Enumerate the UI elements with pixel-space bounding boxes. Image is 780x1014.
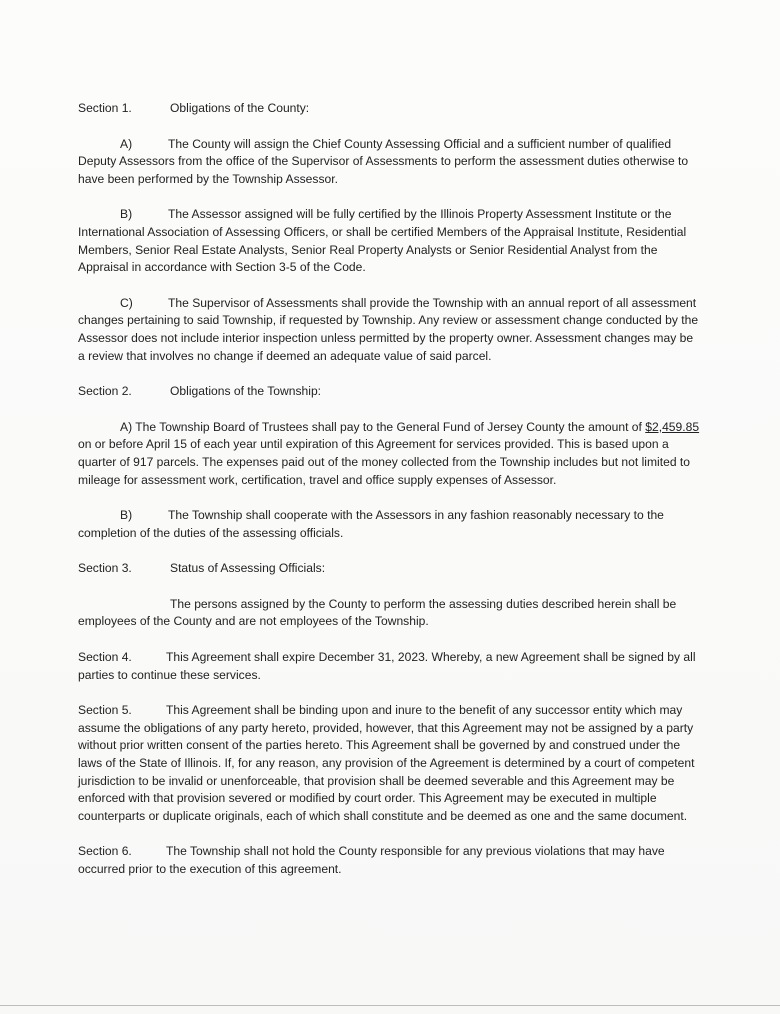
section-2-heading (78, 383, 702, 401)
section-2-number: Section 2. (78, 384, 132, 399)
section-2-b-text: The Township shall cooperate with the Assessors in any fashion reasonably necessary to the completion of the duties of the assessing officials. (78, 508, 664, 540)
section-1-heading (78, 100, 702, 118)
agreement-body (78, 100, 702, 879)
section-4-number: Section 4. (78, 650, 132, 665)
section-1-title: Obligations of the County: (170, 101, 310, 115)
section-5-number: Section 5. (78, 703, 132, 718)
section-1-b-label: B) (120, 207, 133, 222)
section-2-a-prefix: A) The Township Board of Trustees shall pay to the General Fund of Jersey County the amount of (120, 419, 642, 434)
section-6-text: The Township shall not hold the County responsible for any previous violations that may have occurred prior to the execution of this agreement. (78, 844, 665, 876)
section-3-heading (78, 560, 702, 578)
section-1-a-text: The County will assign the Chief County Assessing Official and a sufficient number of qualified Deputy Assessors from the office of the Supervisor of Assessments to perform the assessment duties otherwise to have been performed by the Township Assessor. (78, 136, 689, 186)
section-4-text: This Agreement shall expire December 31, 2023. Whereby, a new Agreement shall be signed by all parties to continue these services. (78, 650, 696, 682)
section-1-c-paragraph (78, 295, 702, 365)
section-1-a-paragraph (78, 136, 702, 189)
section-1-b-paragraph (78, 206, 702, 276)
section-6-number: Section 6. (78, 844, 132, 859)
section-5-paragraph (78, 702, 702, 825)
section-1-c-label: C) (120, 295, 133, 310)
section-3-paragraph: The persons assigned by the County to perform the assessing duties described herein shall be employees of the County and are not employees of the Township. (78, 596, 677, 629)
section-2-b-paragraph (78, 507, 702, 542)
page-bottom-edge (0, 1005, 780, 1006)
payment-amount: $2,459.85 (645, 419, 700, 434)
section-2-title: Obligations of the Township: (170, 384, 322, 399)
section-2-a-rest: on or before April 15 of each year until expiration of this Agreement for services provided. This is based upon a quarter of 917 parcels. The expenses paid out of the money collected from the Township includes but not limited to mileage for assessment work, certification, travel and office supply expenses of Assessor. (78, 437, 690, 487)
section-5-text: This Agreement shall be binding upon and inure to the benefit of any successor entity which may assume the obligations of any party hereto, provided, however, that this Agreement may not be assigned by a party without prior written consent of the parties hereto. This Agreement shall be governed by and construed under the laws of the State of Illinois. If, for any reason, any provision of the Agreement is determined by a court of competent jurisdiction to be invalid or unenforceable, that provision shall be deemed severable and this Agreement may be enforced with that provision severed or modified by court order. This Agreement may be executed in multiple counterparts or duplicate originals, each of which shall constitute and be deemed as one and the same document. (78, 703, 695, 823)
section-4-paragraph (78, 649, 702, 684)
section-3-title: Status of Assessing Officials: (170, 561, 326, 576)
section-6-paragraph (78, 843, 702, 878)
section-1-number: Section 1. (78, 101, 132, 115)
section-1-a-label: A) (120, 136, 133, 151)
section-2-a-paragraph (78, 419, 702, 489)
section-2-b-label: B) (120, 508, 133, 523)
section-3-number: Section 3. (78, 561, 132, 576)
section-1-b-text: The Assessor assigned will be fully certified by the Illinois Property Assessment Institute or the International Association of Assessing Officers, or shall be certified Members of the Appraisal Institute, Residential Members, Senior Real Estate Analysts, Senior Real Property Analysts or Senior Residential Analyst from the Appraisal in accordance with Section 3-5 of the Code. (78, 207, 687, 275)
section-1-c-text: The Supervisor of Assessments shall provide the Township with an annual report of all assessment changes pertaining to said Township, if requested by Township. Any review or assessment change conducted by the Assessor does not include interior inspection unless permitted by the property owner. Assessment changes may be a review that involves no change if deemed an adequate value of said parcel. (78, 295, 699, 363)
